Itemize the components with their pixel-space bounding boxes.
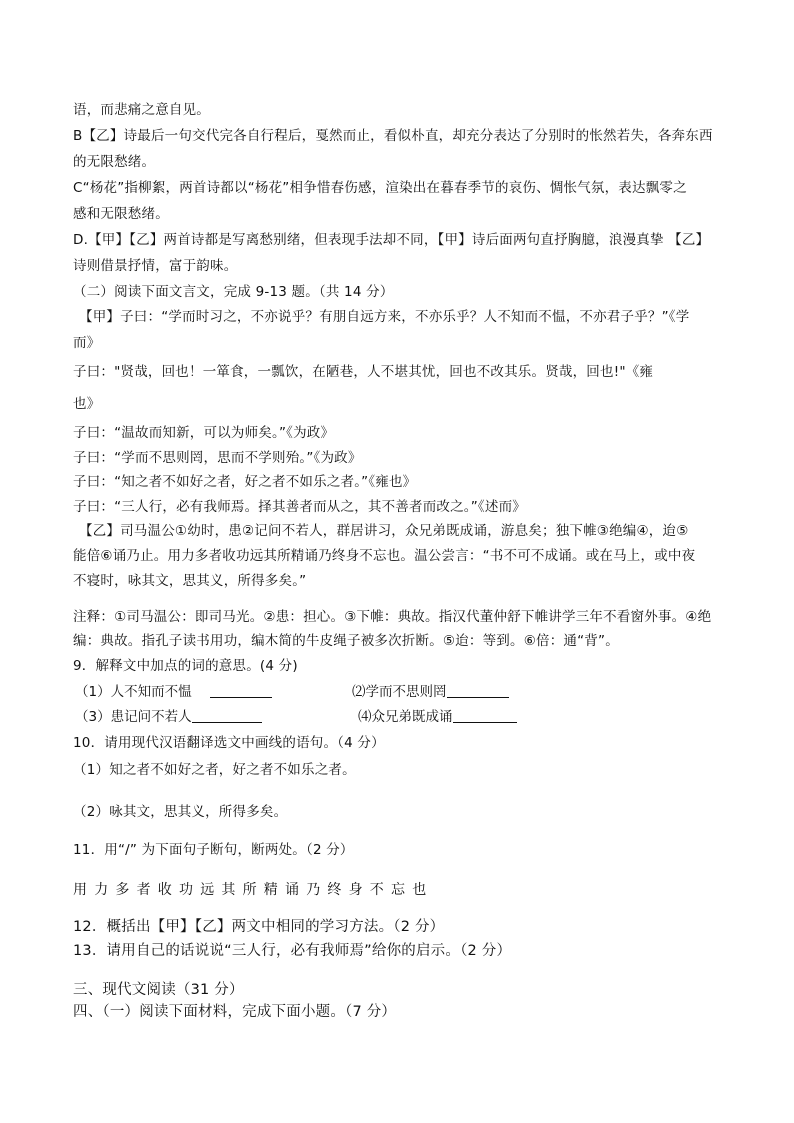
notes-line: 注释：①司马温公：即司马光。②患：担心。③下帷：典故。指汉代董仲舒下帷讲学三年不看窗外事。④绝 (73, 609, 712, 625)
q9-item-2: ⑵学而不思则罔 (352, 682, 509, 702)
answer-blank[interactable] (453, 708, 517, 723)
passage-yi-line: 【乙】司马温公①幼时，患②记问不若人，群居讲习，众兄弟既成诵，游息矣；独下帷③绝编④，迨⑤ (79, 523, 689, 539)
question-13: 13．请用自己的话说说“三人行，必有我师焉”给你的启示。（2 分） (73, 943, 512, 959)
text-line: 子曰："贤哉，回也！一箪食，一瓢饮，在陋巷，人不堪其忧，回也不改其乐。贤哉，回也!"《雍 (73, 364, 654, 380)
text-line: 诗则借景抒情，富于韵味。 (73, 258, 238, 274)
answer-blank[interactable] (210, 683, 272, 698)
question-11: 11．用“/” 为下面句子断句，断两处。（2 分） (73, 842, 354, 858)
text-line: 不寝时，咏其文，思其义，所得多矣。” (73, 573, 307, 589)
text-line: 子曰：“学而不思则罔，思而不学则殆。”《为政》 (73, 450, 362, 466)
text-line: 子曰：“三人行，必有我师焉。择其善者而从之，其不善者而改之。”《述而》 (73, 499, 526, 515)
section-heading: 三、现代文阅读（31 分） (73, 982, 244, 998)
question-12: 12．概括出【甲】【乙】两文中相同的学习方法。（2 分） (73, 919, 445, 935)
q9-item-3: （3）患记问不若人 (75, 707, 262, 727)
notes-line: 编：典故。指孔子读书用功，编木简的牛皮绳子被多次折断。⑤迨：等到。⑥倍：通“背”。 (73, 633, 619, 649)
option-c-line: C“杨花”指柳絮，两首诗都以“杨花”相争惜春伤感，渲染出在暮春季节的哀伤、惆怅气氛，表达飘零之 (73, 180, 687, 196)
section-heading: （二）阅读下面文言文，完成 9-13 题。（共 14 分） (73, 284, 394, 300)
question-9: 9．解释文中加点的词的意思。(4 分) (73, 658, 298, 674)
answer-blank[interactable] (192, 708, 262, 723)
text-line: 子曰：“温故而知新，可以为师矣。”《为政》 (73, 425, 335, 441)
option-b-line: B【乙】诗最后一句交代完各自行程后，戛然而止，看似朴直，却充分表达了分别时的怅然若失，各奔东西 (73, 128, 713, 144)
text-line: 也》 (73, 396, 101, 412)
question-10: 10．请用现代汉语翻译选文中画线的语句。（4 分） (73, 735, 385, 751)
section-heading: 四、（一）阅读下面材料，完成下面小题。（7 分） (73, 1004, 397, 1020)
passage-jia-line: 【甲】子曰：“学而时习之，不亦说乎？有朋自远方来，不亦乐乎？人不知而不愠，不亦君子乎？”《学 (79, 309, 690, 325)
answer-blank[interactable] (447, 683, 509, 698)
text-line: 语，而悲痛之意自见。 (73, 102, 210, 118)
text-line: 能倍⑥诵乃止。用力多者收功远其所精诵乃终身不忘也。温公尝言：“书不可不成诵。或在马上，或中夜 (73, 548, 696, 564)
text-line: 的无限愁绪。 (73, 154, 156, 170)
text-line: 子曰：“知之者不如好之者，好之者不如乐之者。”《雍也》 (73, 474, 417, 490)
q9-item-1: （1）人不知而不愠 (75, 682, 272, 702)
q9-item-4: ⑷众兄弟既成诵 (358, 707, 517, 727)
question-11-sentence: 用力多者收功远其所精诵乃终身不忘也 (73, 882, 434, 898)
text-line: 而》 (73, 335, 101, 351)
question-10-item-2: （2）咏其文，思其义，所得多矣。 (73, 804, 288, 820)
text-line: 感和无限愁绪。 (73, 206, 169, 222)
question-10-item-1: （1）知之者不如好之者，好之者不如乐之者。 (73, 762, 356, 778)
option-d-line: D.【甲】【乙】两首诗都是写离愁别绪，但表现手法却不同，【甲】诗后面两句直抒胸臆，浪漫真挚 【乙】 (73, 232, 710, 248)
